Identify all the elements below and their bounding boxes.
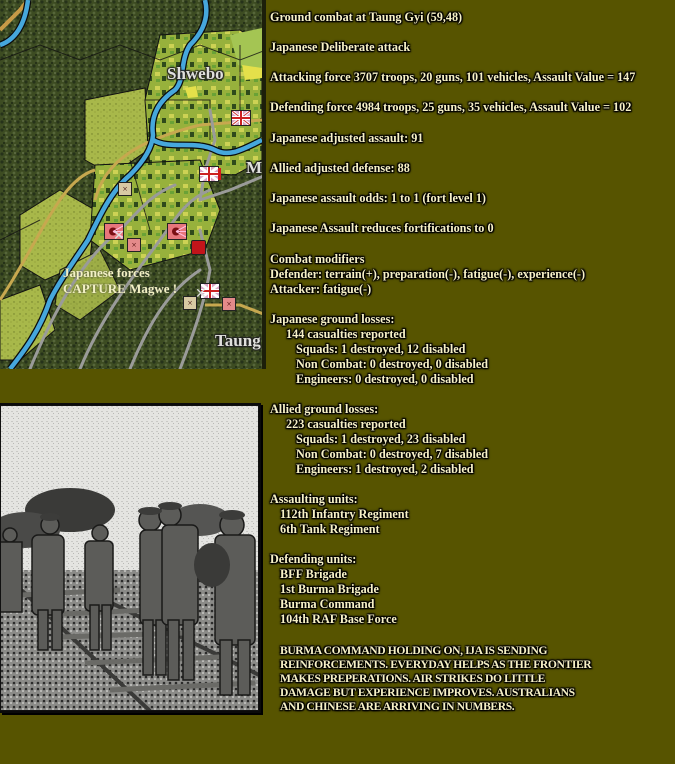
narrative-line: MAKES PREPERATIONS. AIR STRIKES DO LITTLE [280, 672, 545, 685]
defending-force: Defending force 4984 troops, 25 guns, 35 vehicles, Assault Value = 102 [270, 100, 632, 114]
capture-message-line1: Japanese forces [63, 265, 150, 280]
allied-noncombat-lost: Non Combat: 0 destroyed, 7 disabled [296, 447, 489, 461]
city-label-m: M [246, 158, 263, 177]
attack-type: Japanese Deliberate attack [270, 40, 411, 54]
assaulting-unit: 6th Tank Regiment [280, 522, 380, 536]
unit-counter[interactable]: × [127, 238, 141, 252]
japanese-flag-counter[interactable] [167, 223, 187, 240]
narrative-line: DAMAGE BUT EXPERIENCE IMPROVES. AUSTRALIANS [280, 686, 575, 699]
japanese-adjusted-assault: Japanese adjusted assault: 91 [270, 131, 424, 145]
unit-counter[interactable]: × [222, 297, 236, 311]
city-label-shwebo: Shwebo [167, 64, 224, 83]
unit-counter[interactable]: × [118, 182, 132, 196]
attacking-force: Attacking force 3707 troops, 20 guns, 101 vehicles, Assault Value = 147 [270, 70, 636, 84]
fort-reduction: Japanese Assault reduces fortifications to 0 [270, 221, 494, 235]
union-jack-icon [200, 167, 218, 181]
allied-adjusted-defense: Allied adjusted defense: 88 [270, 161, 410, 175]
narrative-line: BURMA COMMAND HOLDING ON, IJA IS SENDING [280, 644, 548, 657]
british-flag-counter[interactable] [231, 110, 251, 126]
combat-modifiers-header: Combat modifiers [270, 252, 365, 266]
japanese-losses-header: Japanese ground losses: [270, 312, 395, 326]
defending-unit: 104th RAF Base Force [280, 612, 397, 626]
japanese-casualties: 144 casualties reported [286, 327, 406, 341]
japanese-engineers-lost: Engineers: 0 destroyed, 0 disabled [296, 372, 474, 386]
combat-crossed-swords-icon: ✕ [195, 287, 207, 302]
union-jack-icon [232, 111, 250, 125]
red-hq-counter[interactable] [191, 240, 206, 255]
defending-units-header: Defending units: [270, 552, 357, 566]
assault-odds: Japanese assault odds: 1 to 1 (fort level 1) [270, 191, 486, 205]
narrative-line: AND CHINESE ARE ARRIVING IN NUMBERS. [280, 700, 515, 713]
map-terrain [0, 0, 266, 369]
assaulting-unit: 112th Infantry Regiment [280, 507, 409, 521]
british-flag-counter[interactable] [199, 166, 219, 182]
historical-photo [0, 403, 261, 713]
defending-unit: Burma Command [280, 597, 375, 611]
allied-engineers-lost: Engineers: 1 destroyed, 2 disabled [296, 462, 474, 476]
alert-marker-icon [218, 168, 221, 180]
japanese-squads-lost: Squads: 1 destroyed, 12 disabled [296, 342, 466, 356]
allied-squads-lost: Squads: 1 destroyed, 23 disabled [296, 432, 466, 446]
defender-modifiers: Defender: terrain(+), preparation(-), fatigue(-), experience(-) [270, 267, 586, 281]
defending-unit: 1st Burma Brigade [280, 582, 379, 596]
soldiers-photo-image [0, 405, 259, 711]
assaulting-units-header: Assaulting units: [270, 492, 358, 506]
rising-sun-icon [168, 224, 186, 239]
combat-crossed-swords-icon: ✕ [113, 229, 125, 244]
allied-losses-header: Allied ground losses: [270, 402, 379, 416]
japanese-noncombat-lost: Non Combat: 0 destroyed, 0 disabled [296, 357, 489, 371]
attacker-modifiers: Attacker: fatigue(-) [270, 282, 372, 296]
city-label-taung: Taung [215, 331, 261, 350]
defending-unit: BFF Brigade [280, 567, 347, 581]
unit-counter[interactable]: × [183, 296, 197, 310]
allied-casualties: 223 casualties reported [286, 417, 406, 431]
narrative-line: REINFORCEMENTS. EVERYDAY HELPS AS THE FRONTIER [280, 658, 592, 671]
report-title: Ground combat at Taung Gyi (59,48) [270, 10, 463, 24]
map-view[interactable] [0, 0, 266, 369]
capture-message-line2: CAPTURE Magwe ! [63, 281, 178, 296]
